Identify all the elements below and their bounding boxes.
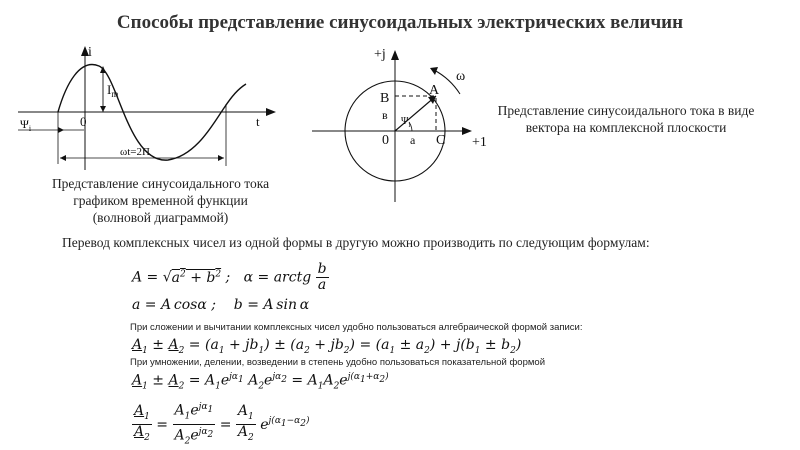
formula-exponential-quotient: $\frac{A_1}{A_2}$ = $\frac{A_1e^{j\alpha_1}}{A_2e^{j\alpha_2}}$ = $\frac{A_1}{A_2}$ $e^{j(\alpha_1-\alpha_2)}$ bbox=[134, 402, 310, 447]
sin-label: sin bbox=[276, 297, 297, 313]
wave-axis-x-label: t bbox=[256, 114, 260, 129]
period-label: ωt=2Π bbox=[120, 146, 150, 158]
arctg-label: arctg bbox=[273, 269, 312, 286]
vector-origin-label: 0 bbox=[382, 133, 389, 148]
formula-modulus-argument: $A = √a^2 + b^2$ ; α = arctg $\frac{b}{a}$ bbox=[132, 261, 327, 293]
vector-axis-x-label: +1 bbox=[472, 135, 487, 150]
projection-b-label: в bbox=[382, 108, 388, 122]
note-exponential: При умножении, делении, возведении в степень удобно пользоваться показательной формой bbox=[130, 357, 545, 368]
vector-caption: Представление синусоидального тока в виде вектора на комплексной плоскости bbox=[497, 103, 755, 135]
amplitude-label: $I_m$ bbox=[107, 82, 119, 99]
formula-algebraic-sum: $A_1 \pm A_2 = (a_1 + jb_1) \pm (a_2 + jb_2) = (a_1 \pm a_2) + j(b_1 \pm b_2)$ bbox=[132, 337, 522, 356]
page-title: Способы представление синусоидальных электрических величин bbox=[116, 12, 684, 33]
conversion-intro: Перевод комплексных чисел из одной формы в другую можно производить по следующим формулам: bbox=[62, 235, 650, 250]
vector-axis-y-label: +j bbox=[374, 47, 386, 62]
wave-caption: Представление синусоидального тока графиком временной функции (волновой диаграммой) bbox=[51, 176, 270, 225]
cos-label: cos bbox=[173, 297, 198, 313]
point-b-label: B bbox=[380, 91, 390, 106]
wave-phase-label: $\Psi_i$ bbox=[20, 117, 32, 133]
formula-exponential-product: $A_1 \pm A_2 = A_1e^{j\alpha_1}$ $A_2e^{j\alpha_2} = A_1A_2e^{j(\alpha_1+\alpha_2)}$ bbox=[132, 372, 389, 392]
note-algebraic: При сложении и вычитании комплексных чисел удобно пользоваться алгебраической формой записи: bbox=[130, 322, 583, 333]
point-a-label: A bbox=[429, 83, 440, 98]
vector-diagram bbox=[312, 44, 492, 204]
projection-a-label: a bbox=[410, 133, 416, 147]
omega-label: ω bbox=[456, 69, 466, 84]
wave-diagram bbox=[18, 44, 280, 172]
formula-components: a = A cosα ; b = A sin α bbox=[132, 297, 310, 313]
wave-axis-y-label: i bbox=[88, 45, 92, 60]
point-c-label: C bbox=[436, 133, 446, 148]
vector-phase-label: $\Psi_i$ bbox=[401, 116, 411, 129]
wave-origin-label: 0 bbox=[80, 114, 87, 129]
